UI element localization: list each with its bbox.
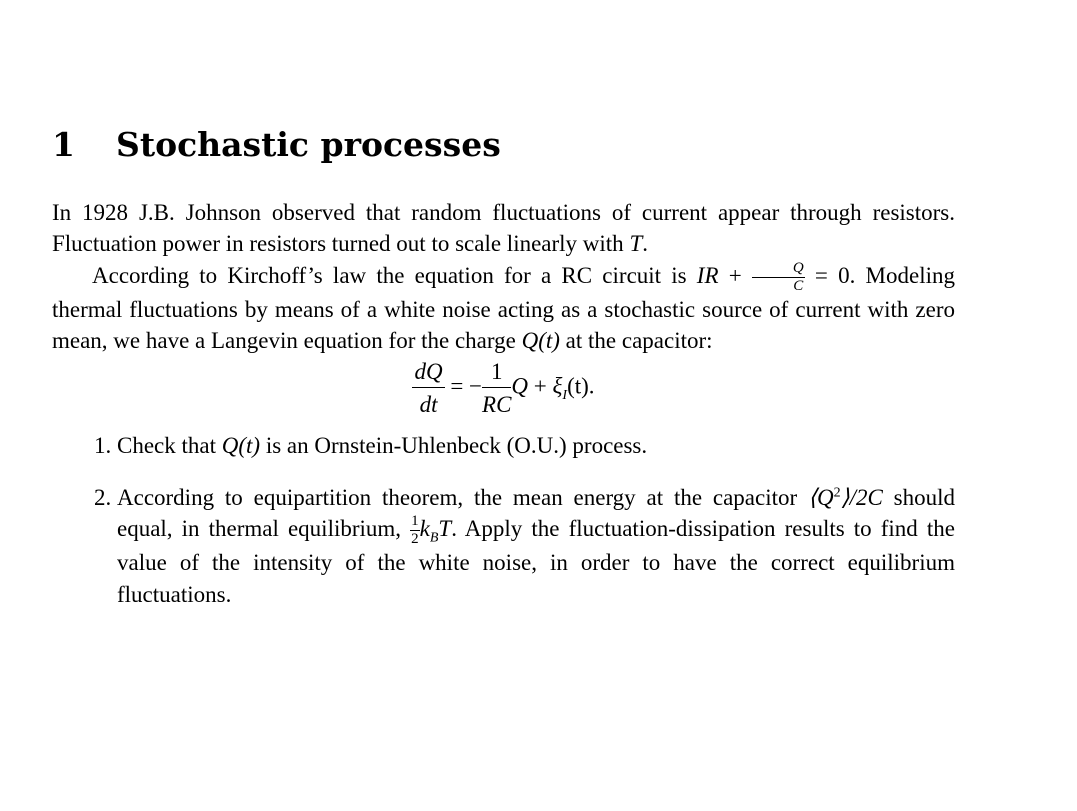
paragraph-intro-end: . [642, 231, 648, 257]
exercise-2-expr-post: ⟩/2C [840, 484, 883, 510]
section-heading [52, 125, 955, 164]
exercise-1-post: is an Ornstein-Uhlenbeck (O.U.) process. [260, 433, 648, 459]
exercise-2-expr: ⟨Q [808, 484, 834, 510]
frac-denominator: C [793, 277, 804, 294]
eq-equals: = − [444, 373, 483, 399]
section-title: Stochastic processes [116, 125, 501, 164]
exercise-item [117, 482, 955, 610]
half-fraction [410, 514, 420, 547]
exercise-2-mid: should equal, in thermal equilibrium, [117, 484, 956, 541]
exercise-2-post: . Apply the fluctuation-dissipation results to find the value of the intensity of the white noise, in order to have the correct equilibrium fluctuations. [117, 516, 955, 607]
inline-eq-rhs: = 0. [804, 262, 856, 288]
kirchoff-lead: According to Kirchoff’s law the equation for a RC circuit is [92, 262, 697, 288]
exercise-2-expr-sup: 2 [833, 485, 841, 501]
eq-xi: ξ [552, 373, 563, 399]
half-den: 2 [411, 531, 419, 548]
inline-eq-plus: + [718, 262, 752, 288]
exercise-2-pre: According to equipartition theorem, the mean energy at the capacitor [117, 484, 809, 510]
eq-end: . [588, 373, 595, 399]
eq-lhs-den: dt [419, 392, 438, 418]
half-num: 1 [411, 513, 419, 530]
eq-xi-sub: I [562, 388, 568, 404]
exercise-2-kb: k [419, 516, 430, 541]
paragraph-kirchoff [52, 260, 955, 357]
kirchoff-tail: at the capacitor: [559, 328, 713, 354]
eq-plus: + [528, 373, 553, 399]
var-T: T [629, 231, 643, 257]
frac-numerator: Q [752, 261, 805, 278]
section-number: 1 [52, 125, 75, 164]
eq-rhs-num: 1 [482, 360, 511, 388]
exercise-2-T: T [438, 516, 452, 541]
eq-rhs-fraction [482, 360, 511, 416]
inline-eq-lhs: IR [696, 262, 719, 288]
exercise-2-kb-sub: B [429, 530, 439, 546]
exercise-1-var: Q(t) [221, 433, 261, 459]
exercise-list [52, 430, 955, 609]
var-Qt: Q(t) [521, 328, 560, 354]
eq-lhs-fraction [412, 360, 444, 416]
exercise-item [117, 430, 955, 461]
langevin-equation [52, 360, 955, 422]
eq-var-Q: Q [511, 373, 529, 399]
eq-xi-arg: (t) [567, 373, 589, 399]
paragraph-intro-text: In 1928 J.B. Johnson observed that random fluctuations of current appear through resistors. Fluctuation power in resistors turned out to scale linearly with [52, 200, 955, 257]
eq-rhs-den: RC [482, 392, 512, 418]
document-page [52, 125, 956, 630]
kirchoff-body: Modeling thermal fluctuations by means of a white noise acting as a stochastic source of current with zero mean, we have a Langevin equation for the charge [52, 262, 955, 354]
eq-lhs-num: dQ [412, 360, 444, 388]
inline-fraction-q-over-c [752, 261, 805, 294]
paragraph-intro [52, 197, 955, 260]
exercise-1-pre: Check that [117, 433, 222, 459]
